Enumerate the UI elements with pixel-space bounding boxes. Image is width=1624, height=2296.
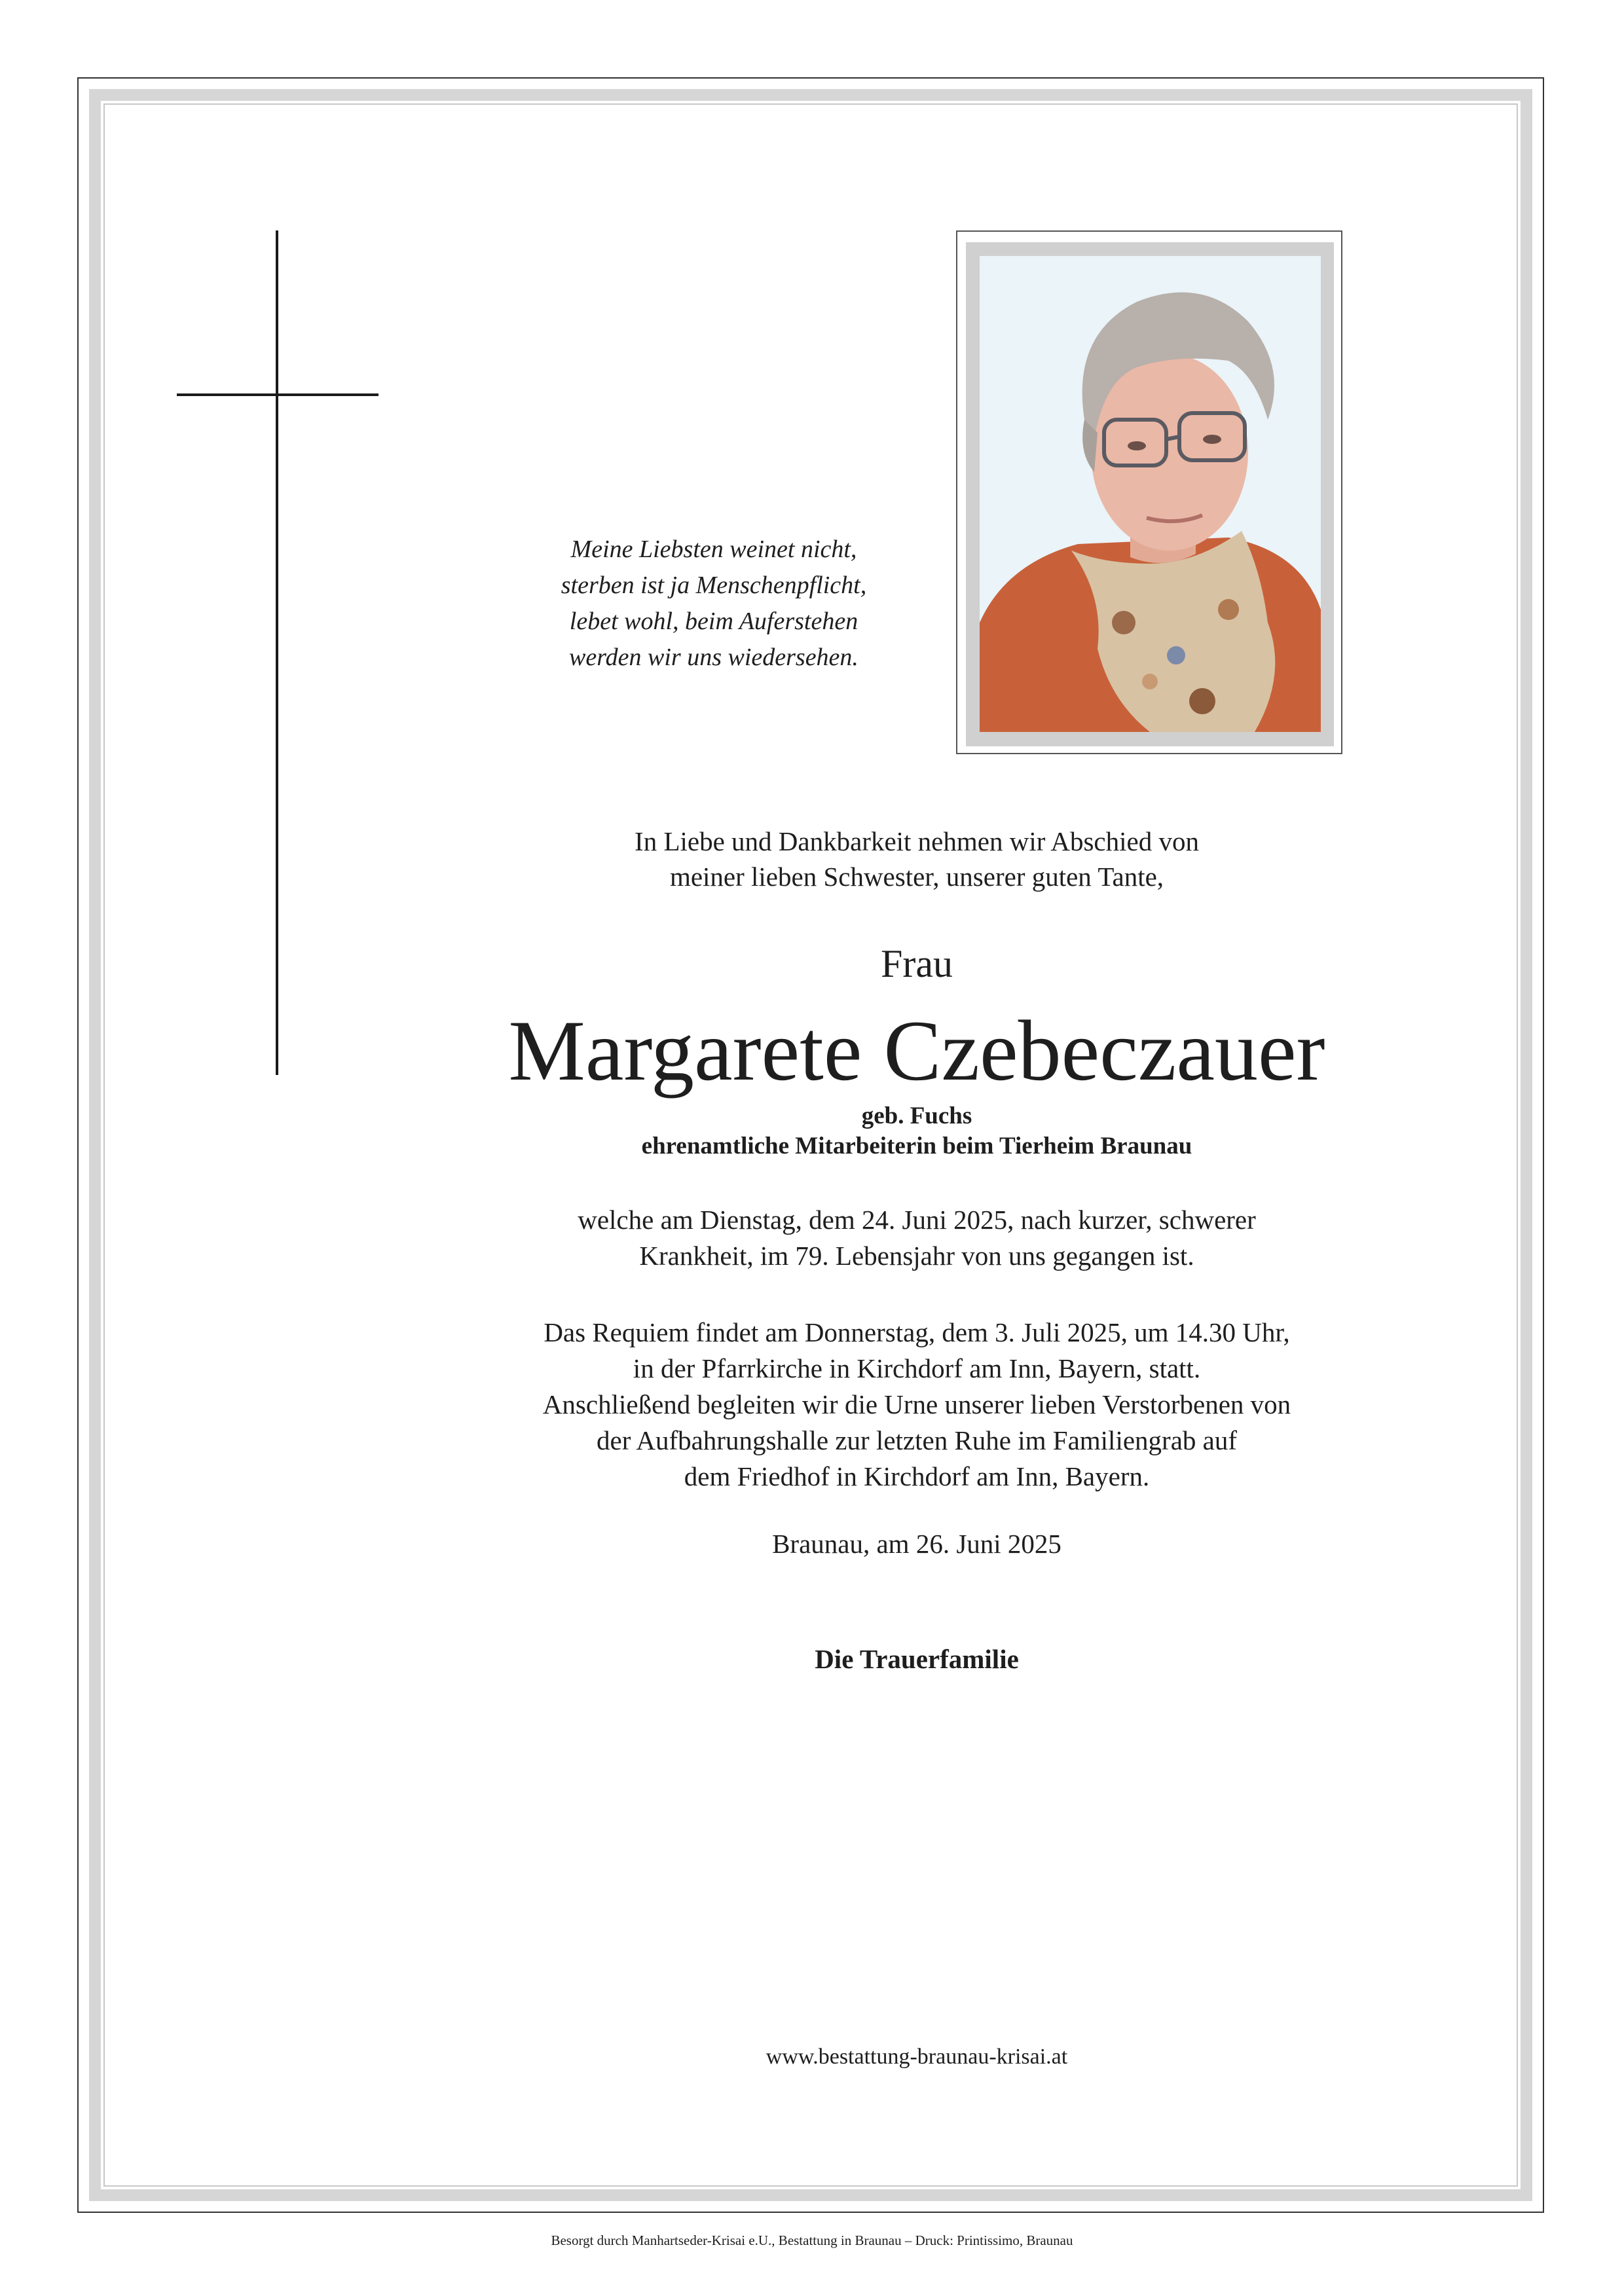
maiden-name: geb. Fuchs xyxy=(861,1102,972,1129)
deceased-name: Margarete Czebeczauer xyxy=(508,1002,1325,1099)
intro-line: In Liebe und Dankbarkeit nehmen wir Abschied von xyxy=(635,826,1199,856)
service-line: Das Requiem findet am Donnerstag, dem 3. Juli 2025, um 14.30 Uhr, xyxy=(544,1317,1290,1347)
website-link[interactable]: www.bestattung-braunau-krisai.at xyxy=(766,2045,1068,2069)
service-line: dem Friedhof in Kirchdorf am Inn, Bayern. xyxy=(684,1461,1150,1491)
death-notice-line: welche am Dienstag, dem 24. Juni 2025, nach kurzer, schwerer xyxy=(578,1205,1256,1235)
signature: Die Trauerfamilie xyxy=(815,1644,1019,1674)
service-details xyxy=(406,1315,1428,1495)
service-line: Anschließend begleiten wir die Urne unserer lieben Verstorbenen von xyxy=(542,1389,1291,1419)
verse-line: lebet wohl, beim Auferstehen xyxy=(569,608,858,635)
intro-text xyxy=(406,824,1428,894)
death-notice-line: Krankheit, im 79. Lebensjahr von uns gegangen ist. xyxy=(639,1241,1194,1271)
place-date: Braunau, am 26. Juni 2025 xyxy=(772,1529,1061,1559)
verse-line: werden wir uns wiedersehen. xyxy=(569,644,858,671)
cross-icon-horizontal xyxy=(177,393,378,396)
cross-icon-vertical xyxy=(276,230,278,1075)
service-line: in der Pfarrkirche in Kirchdorf am Inn, Bayern, statt. xyxy=(633,1353,1201,1383)
service-line: der Aufbahrungshalle zur letzten Ruhe im Familiengrab auf xyxy=(597,1425,1237,1455)
memorial-verse xyxy=(491,532,936,676)
footer-credits: Besorgt durch Manhartseder-Krisai e.U., Bestattung in Braunau – Druck: Printissimo, Braunau xyxy=(551,2232,1073,2248)
portrait-photo xyxy=(980,256,1321,732)
intro-line: meiner lieben Schwester, unserer guten Tante, xyxy=(669,862,1164,892)
verse-line: sterben ist ja Menschenpflicht, xyxy=(561,572,867,599)
deceased-role: ehrenamtliche Mitarbeiterin beim Tierheim Braunau xyxy=(641,1133,1192,1159)
death-notice xyxy=(406,1202,1428,1274)
verse-line: Meine Liebsten weinet nicht, xyxy=(570,536,857,563)
name-prefix: Frau xyxy=(881,942,953,985)
portrait-illustration xyxy=(980,256,1321,732)
